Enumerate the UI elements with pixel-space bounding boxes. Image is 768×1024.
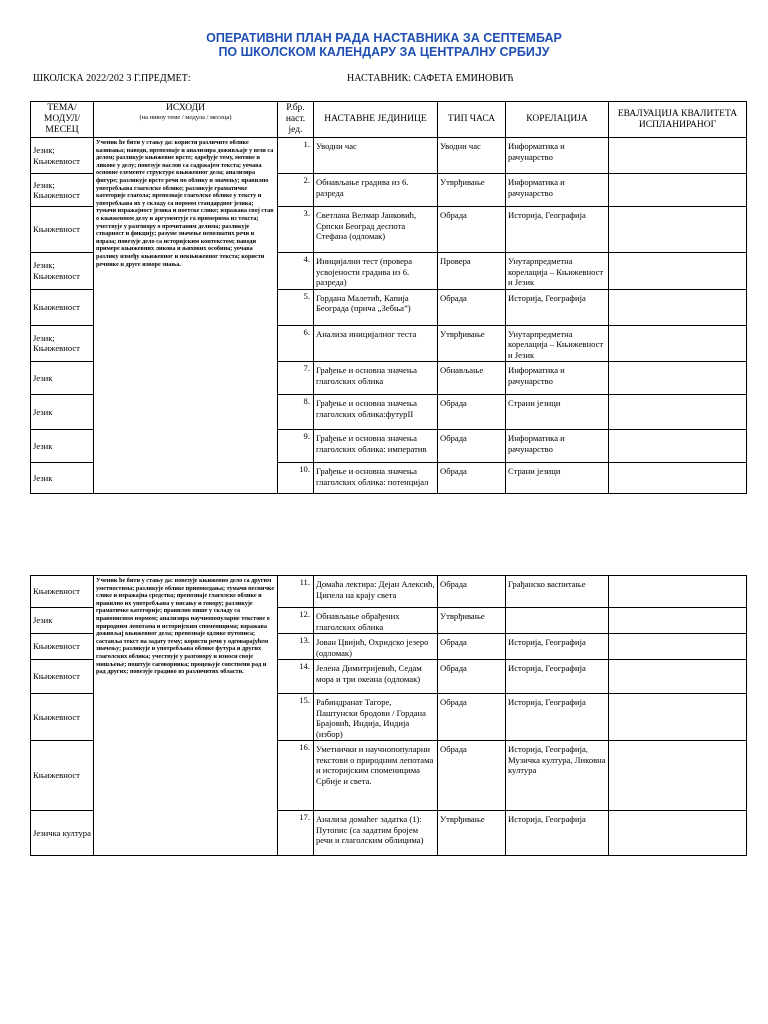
lesson-type: Обрада	[438, 463, 506, 494]
theme-cell: Језик; Књижевност	[31, 174, 94, 207]
lesson-number: 11.	[278, 576, 314, 608]
lesson-number: 7.	[278, 362, 314, 395]
theme-cell: Језик; Књижевност	[31, 138, 94, 174]
lesson-number: 2.	[278, 174, 314, 207]
theme-cell: Језик; Књижевност	[31, 325, 94, 362]
correlation-cell: Историја, Географија	[506, 289, 609, 325]
lesson-type: Утврђивање	[438, 811, 506, 856]
page-title-line-1: ОПЕРАТИВНИ ПЛАН РАДА НАСТАВНИКА ЗА СЕПТЕМБАР	[206, 31, 562, 45]
lesson-unit: Јован Цвијић, Охридско језеро (одломак)	[314, 634, 438, 660]
lesson-number: 16.	[278, 741, 314, 811]
lesson-type: Обрада	[438, 634, 506, 660]
lesson-unit: Грађење и основна значења глаголских облика:футурII	[314, 395, 438, 430]
lesson-number: 15.	[278, 694, 314, 741]
lesson-number: 8.	[278, 395, 314, 430]
theme-cell: Језик	[31, 362, 94, 395]
lesson-unit: Иницијални тест (провера усвојености градива из 6. разреда)	[314, 253, 438, 290]
lesson-number: 14.	[278, 660, 314, 694]
evaluation-cell	[609, 660, 747, 694]
lesson-type: Обрада	[438, 207, 506, 253]
correlation-cell: Страни језици	[506, 395, 609, 430]
evaluation-cell	[609, 741, 747, 811]
theme-cell: Књижевност	[31, 207, 94, 253]
evaluation-cell	[609, 430, 747, 463]
lesson-type: Уводни час	[438, 138, 506, 174]
header-theme: ТЕМА/ МОДУЛ/ МЕСЕЦ	[31, 102, 94, 138]
lesson-unit: Јелена Димитријевић, Седам мора и три океана (одломак)	[314, 660, 438, 694]
evaluation-cell	[609, 463, 747, 494]
plan-table-2	[30, 575, 747, 856]
evaluation-cell	[609, 253, 747, 290]
lesson-unit: Светлана Велмар Јанковић, Српски Београд деспота Стефана (одломак)	[314, 207, 438, 253]
lesson-number: 12.	[278, 608, 314, 634]
correlation-cell: Историја, Географија	[506, 207, 609, 253]
evaluation-cell	[609, 608, 747, 634]
lesson-number: 9.	[278, 430, 314, 463]
correlation-cell: Историја, Географија	[506, 634, 609, 660]
lesson-type: Обрада	[438, 660, 506, 694]
lesson-unit: Рабиндранат Тагоре, Паштунски бродови / Гордана Брајовић, Индија, Индија (избор)	[314, 694, 438, 741]
lesson-type: Обрада	[438, 289, 506, 325]
header-eval: ЕВАЛУАЦИЈА КВАЛИТЕТА ИСПЛАНИРАНОГ	[609, 102, 747, 138]
theme-cell: Књижевност	[31, 634, 94, 660]
lesson-number: 5.	[278, 289, 314, 325]
lesson-number: 17.	[278, 811, 314, 856]
lesson-unit: Домаћа лектира: Дејан Алексић, Ципела на крају света	[314, 576, 438, 608]
lesson-type: Утврђивање	[438, 174, 506, 207]
lesson-number: 13.	[278, 634, 314, 660]
correlation-cell: Историја, Географија	[506, 811, 609, 856]
header-num: Р.бр. наст. јед.	[278, 102, 314, 138]
lesson-unit: Гордана Малетић, Капија Београда (прича „Зебња”)	[314, 289, 438, 325]
outcomes-text: Ученик ће бити у стању да: користи различите облике казивања; наводи, препознаје и анализира доживљаје у вези са делом; разликује књижевне врсте; одређује тему, мотиве и ликове у делу; повезује наслов са садржајем текста; уочава основне елементе структуре књижевног дела; анализира фигуре; разликује врсте речи по облику и значењу; правилно употребљава глаголске облике; разликује граматичке категорије глагола; препознаје глаголске облике у тексту и употребљава их у складу са нормом стандардног језика; тумачи изражајност језика и поетске слике; изражава свој став о књижевном делу и аргументује га примерима из текста; учествује у разговору о прочитаним делима; разликује стварност и фикцију; разуме значење непознатих речи и израза; повезује дело са историјским контекстом; наводи примере књижевних ликова и њихових особина; уочава разлику између књижевног и некњижевног текста; користи речнике и друге изворе знања.	[96, 139, 274, 268]
evaluation-cell	[609, 362, 747, 395]
lesson-type: Утврђивање	[438, 325, 506, 362]
lesson-unit: Грађење и основна значења глаголских облика: потенцијал	[314, 463, 438, 494]
lesson-unit: Анализа иницијалног теста	[314, 325, 438, 362]
theme-cell: Језик	[31, 430, 94, 463]
correlation-cell: Грађанско васпитање	[506, 576, 609, 608]
evaluation-cell	[609, 138, 747, 174]
outcomes-cell	[94, 576, 278, 856]
theme-cell: Књижевност	[31, 576, 94, 608]
evaluation-cell	[609, 174, 747, 207]
plan-table-1	[30, 101, 747, 494]
correlation-cell: Историја, Географија, Музичка култура, Ликовна култура	[506, 741, 609, 811]
lesson-number: 3.	[278, 207, 314, 253]
evaluation-cell	[609, 395, 747, 430]
evaluation-cell	[609, 207, 747, 253]
lesson-type: Обрада	[438, 395, 506, 430]
header-outcomes-title: ИСХОДИ	[165, 103, 206, 113]
header-corr: КОРЕЛАЦИЈА	[506, 102, 609, 138]
correlation-cell: Информатика и рачунарство	[506, 138, 609, 174]
correlation-cell: Информатика и рачунарство	[506, 174, 609, 207]
correlation-cell: Страни језици	[506, 463, 609, 494]
theme-cell: Књижевност	[31, 289, 94, 325]
correlation-cell	[506, 608, 609, 634]
teacher-label: НАСТАВНИК: САФЕТА ЕМИНОВИЋ	[347, 73, 514, 84]
evaluation-cell	[609, 325, 747, 362]
lesson-unit: Уводни час	[314, 138, 438, 174]
evaluation-cell	[609, 576, 747, 608]
header-unit: НАСТАВНЕ ЈЕДИНИЦЕ	[314, 102, 438, 138]
theme-cell: Језик	[31, 395, 94, 430]
lesson-type: Обрада	[438, 576, 506, 608]
theme-cell: Језичка култура	[31, 811, 94, 856]
header-outcomes-sub: (на нивоу теме / модула / месеца)	[139, 114, 232, 121]
lesson-unit: Обнављање обрађених глаголских облика	[314, 608, 438, 634]
table-row	[31, 576, 747, 608]
theme-cell: Књижевност	[31, 660, 94, 694]
header-outcomes	[94, 102, 278, 138]
lesson-type: Обрада	[438, 694, 506, 741]
correlation-cell: Унутарпредметна корелација – Књижевност и Језик	[506, 325, 609, 362]
table-header-row	[31, 102, 747, 138]
lesson-unit: Грађење и основна значења глаголских облика	[314, 362, 438, 395]
correlation-cell: Историја, Географија	[506, 694, 609, 741]
evaluation-cell	[609, 811, 747, 856]
lesson-number: 6.	[278, 325, 314, 362]
theme-cell: Језик	[31, 608, 94, 634]
correlation-cell: Информатика и рачунарство	[506, 362, 609, 395]
lesson-type: Провера	[438, 253, 506, 290]
lesson-unit: Уметнички и научнопопуларни текстови о природним лепотама и историјским споменицима Србије и света.	[314, 741, 438, 811]
correlation-cell: Историја, Географија	[506, 660, 609, 694]
outcomes-cell	[94, 138, 278, 494]
lesson-number: 10.	[278, 463, 314, 494]
table-row	[31, 138, 747, 174]
evaluation-cell	[609, 289, 747, 325]
lesson-type: Обнављање	[438, 362, 506, 395]
outcomes-text: Ученик ће бити у стању да: повезује књижевно дело са другим уметностима; разликује облике приповедања; тумачи песничке слике и изражајна средства; препознаје глаголске облике и правилно их употребљава у писању и говору; разликује граматичке категорије; правилно пише у складу са правописном нормом; анализира научнопопуларне текстове о природним лепотама и историјским споменицима; изражава доживљај књижевног дела; препознаје одлике путописа; саставља текст на задату тему; користи речи у одговарајућем значењу; разликује и употребљава облике футура и других глаголских облика; учествује у разговору и износи своје мишљење; поштује саговорника; процењује сопствени рад и рад других; повезује градиво из различитих области.	[96, 577, 275, 676]
correlation-cell: Унутарпредметна корелација – Књижевност и Језик	[506, 253, 609, 290]
lesson-type: Обрада	[438, 741, 506, 811]
lesson-type: Обрада	[438, 430, 506, 463]
theme-cell: Књижевност	[31, 694, 94, 741]
theme-cell: Језик; Књижевност	[31, 253, 94, 290]
correlation-cell: Информатика и рачунарство	[506, 430, 609, 463]
lesson-unit: Грађење и основна значења глаголских облика: императив	[314, 430, 438, 463]
header-type: ТИП ЧАСА	[438, 102, 506, 138]
lesson-unit: Обнављање градива из 6. разреда	[314, 174, 438, 207]
theme-cell: Књижевност	[31, 741, 94, 811]
school-year-label: ШКОЛСКА 2022/202 3 Г.ПРЕДМЕТ:	[33, 73, 191, 84]
lesson-unit: Анализа домаћег задатка (1): Путопис (са задатим бројем речи и глаголским облицима)	[314, 811, 438, 856]
evaluation-cell	[609, 634, 747, 660]
theme-cell: Језик	[31, 463, 94, 494]
evaluation-cell	[609, 694, 747, 741]
lesson-number: 1.	[278, 138, 314, 174]
lesson-type: Утврђивање	[438, 608, 506, 634]
lesson-number: 4.	[278, 253, 314, 290]
page-title-line-2: ПО ШКОЛСКОМ КАЛЕНДАРУ ЗА ЦЕНТРАЛНУ СРБИЈУ	[218, 45, 550, 59]
